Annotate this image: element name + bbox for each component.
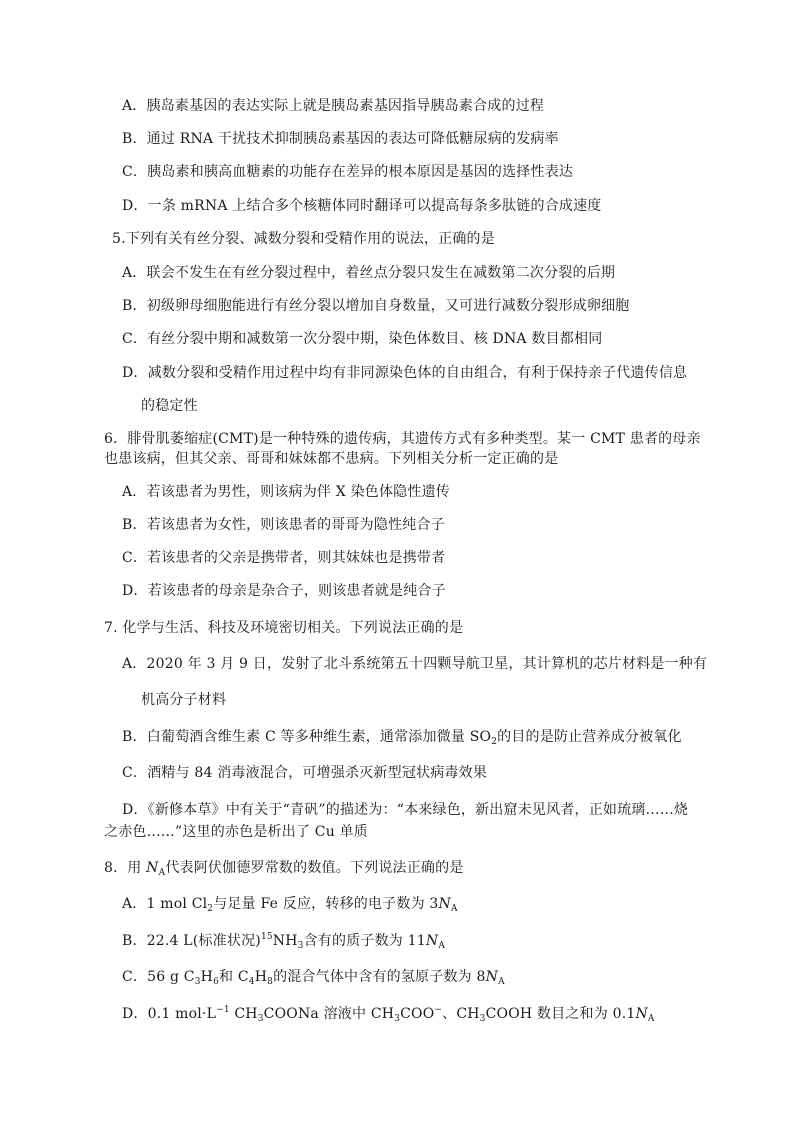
q7-option-d: D．《新修本草》中有关于“青矾”的描述为：“本来绿色，新出窟未见风者，正如琉璃……烧 [122, 802, 689, 818]
q8-c-na: N [485, 969, 499, 985]
q8-b-post: 含有的质子数为 11 [303, 933, 426, 949]
q8-d-e: COOH 数目之和为 0.1 [485, 1006, 636, 1022]
q8-na-sub: A [158, 868, 166, 878]
q8-a-na-sub: A [450, 904, 458, 914]
q8-c-post: 的混合气体中含有的氢原子数为 8 [273, 969, 486, 985]
q8-d-pre: D．0.1 mol·L [122, 1006, 217, 1022]
q6-option-a: A．若该患者为男性，则该病为伴 X 染色体隐性遗传 [122, 484, 450, 500]
q8-c-s1: 3 [194, 977, 201, 987]
q4-option-a: A．胰岛素基因的表达实际上就是胰岛素基因指导胰岛素合成的过程 [122, 98, 545, 114]
q6-option-d: D．若该患者的母亲是杂合子，则该患者就是纯合子 [122, 583, 446, 599]
q8-d-sup: −1 [216, 1005, 230, 1015]
q8-c-h: H [200, 969, 214, 985]
q5-stem: 5.下列有关有丝分裂、减数分裂和受精作用的说法，正确的是 [112, 231, 495, 247]
q7-option-b [122, 727, 682, 747]
q8-d-s3: 3 [479, 1014, 486, 1024]
q5-option-b: B．初级卵母细胞能进行有丝分裂以增加自身数量，又可进行减数分裂形成卵细胞 [122, 298, 630, 314]
q8-b-sub: 3 [297, 941, 304, 951]
q8-d-c: COO [400, 1006, 435, 1022]
q8-stem [104, 858, 464, 878]
q6-option-b: B．若该患者为女性，则该患者的哥哥为隐性纯合子 [122, 517, 445, 533]
q6-stem-line1: 6．腓骨肌萎缩症(CMT)是一种特殊的遗传病，其遗传方式有多种类型。某一 CMT 患者的母亲 [104, 431, 701, 447]
q8-d-na-sub: A [647, 1014, 655, 1024]
q8-b-na: N [425, 933, 439, 949]
q5-option-d: D．减数分裂和受精作用过程中均有非同源染色体的自由组合，有利于保持亲子代遗传信息 [122, 365, 688, 381]
q8-c-pre: C．56 g C [122, 969, 195, 985]
q8-b-na-sub: A [438, 941, 446, 951]
q8-c-na-sub: A [498, 977, 505, 987]
q8-option-b [122, 931, 445, 951]
q8-d-b: COONa 溶液中 CH [263, 1006, 395, 1022]
q8-c-s2: 6 [213, 977, 219, 987]
q8-a-sub: 2 [207, 904, 214, 914]
q4-option-d: D．一条 mRNA 上结合多个核糖体同时翻译可以提高每条多肽链的合成速度 [122, 198, 602, 214]
q7-b-sub: 2 [491, 737, 498, 747]
q7-b-text-post: 的目的是防止营养成分被氧化 [497, 729, 682, 745]
q5-option-d-cont: 的稳定性 [141, 398, 198, 414]
q8-b-pre: B．22.4 L(标准状况) [122, 933, 261, 949]
q7-b-text-pre: B．白葡萄酒含维生素 C 等多种维生素，通常添加微量 SO [122, 729, 492, 745]
q8-d-a: CH [229, 1006, 258, 1022]
q8-d-na: N [635, 1006, 648, 1022]
q8-stem-post: 代表阿伏伽德罗常数的数值。下列说法正确的是 [165, 860, 464, 876]
q8-d-sup2: − [434, 1005, 443, 1015]
q8-c-h2: H [254, 969, 268, 985]
q6-option-c: C．若该患者的父亲是携带者，则其妹妹也是携带者 [122, 550, 446, 566]
q8-a-pre: A．1 mol Cl [122, 896, 208, 912]
q8-c-and: 和 C [219, 969, 249, 985]
q7-option-c: C．酒精与 84 消毒液混合，可增强杀灭新型冠状病毒效果 [122, 765, 488, 781]
q7-option-a-cont: 机高分子材料 [141, 692, 227, 708]
q5-option-a: A．联会不发生在有丝分裂过程中，着丝点分裂只发生在减数第二次分裂的后期 [122, 265, 616, 281]
q8-b-sup: 15 [260, 932, 273, 942]
q8-na-symbol: N [146, 860, 159, 876]
q8-option-a [122, 894, 458, 914]
q8-stem-pre: 8．用 [104, 860, 147, 876]
q7-option-d-cont: 之赤色……”这里的赤色是析出了 Cu 单质 [104, 824, 368, 840]
q8-b-mid: NH [272, 933, 298, 949]
q5-option-c: C．有丝分裂中期和减数第一次分裂中期，染色体数目、核 DNA 数目都相同 [122, 331, 603, 347]
q8-c-s3: 4 [248, 977, 255, 987]
q8-a-na: N [438, 896, 451, 912]
q8-d-s2: 3 [394, 1014, 401, 1024]
q8-option-c [122, 967, 505, 987]
q8-c-s4: 8 [267, 977, 274, 987]
q6-stem-line2: 也患该病，但其父亲、哥哥和妹妹都不患病。下列相关分析一定正确的是 [104, 451, 559, 467]
q7-option-a: A．2020 年 3 月 9 日，发射了北斗系统第五十四颗导航卫星，其计算机的芯片材料是一种有 [122, 656, 708, 672]
q8-a-mid: 与足量 Fe 反应，转移的电子数为 3 [213, 896, 439, 912]
q8-d-s1: 3 [257, 1014, 264, 1024]
q4-option-b: B．通过 RNA 干扰技术抑制胰岛素基因的表达可降低糖尿病的发病率 [122, 131, 559, 147]
q7-stem: 7. 化学与生活、科技及环境密切相关。下列说法正确的是 [104, 620, 464, 636]
q4-option-c: C．胰岛素和胰高血糖素的功能存在差异的根本原因是基因的选择性表达 [122, 164, 574, 180]
q8-d-d: 、CH [442, 1006, 480, 1022]
q8-option-d [122, 1004, 655, 1024]
